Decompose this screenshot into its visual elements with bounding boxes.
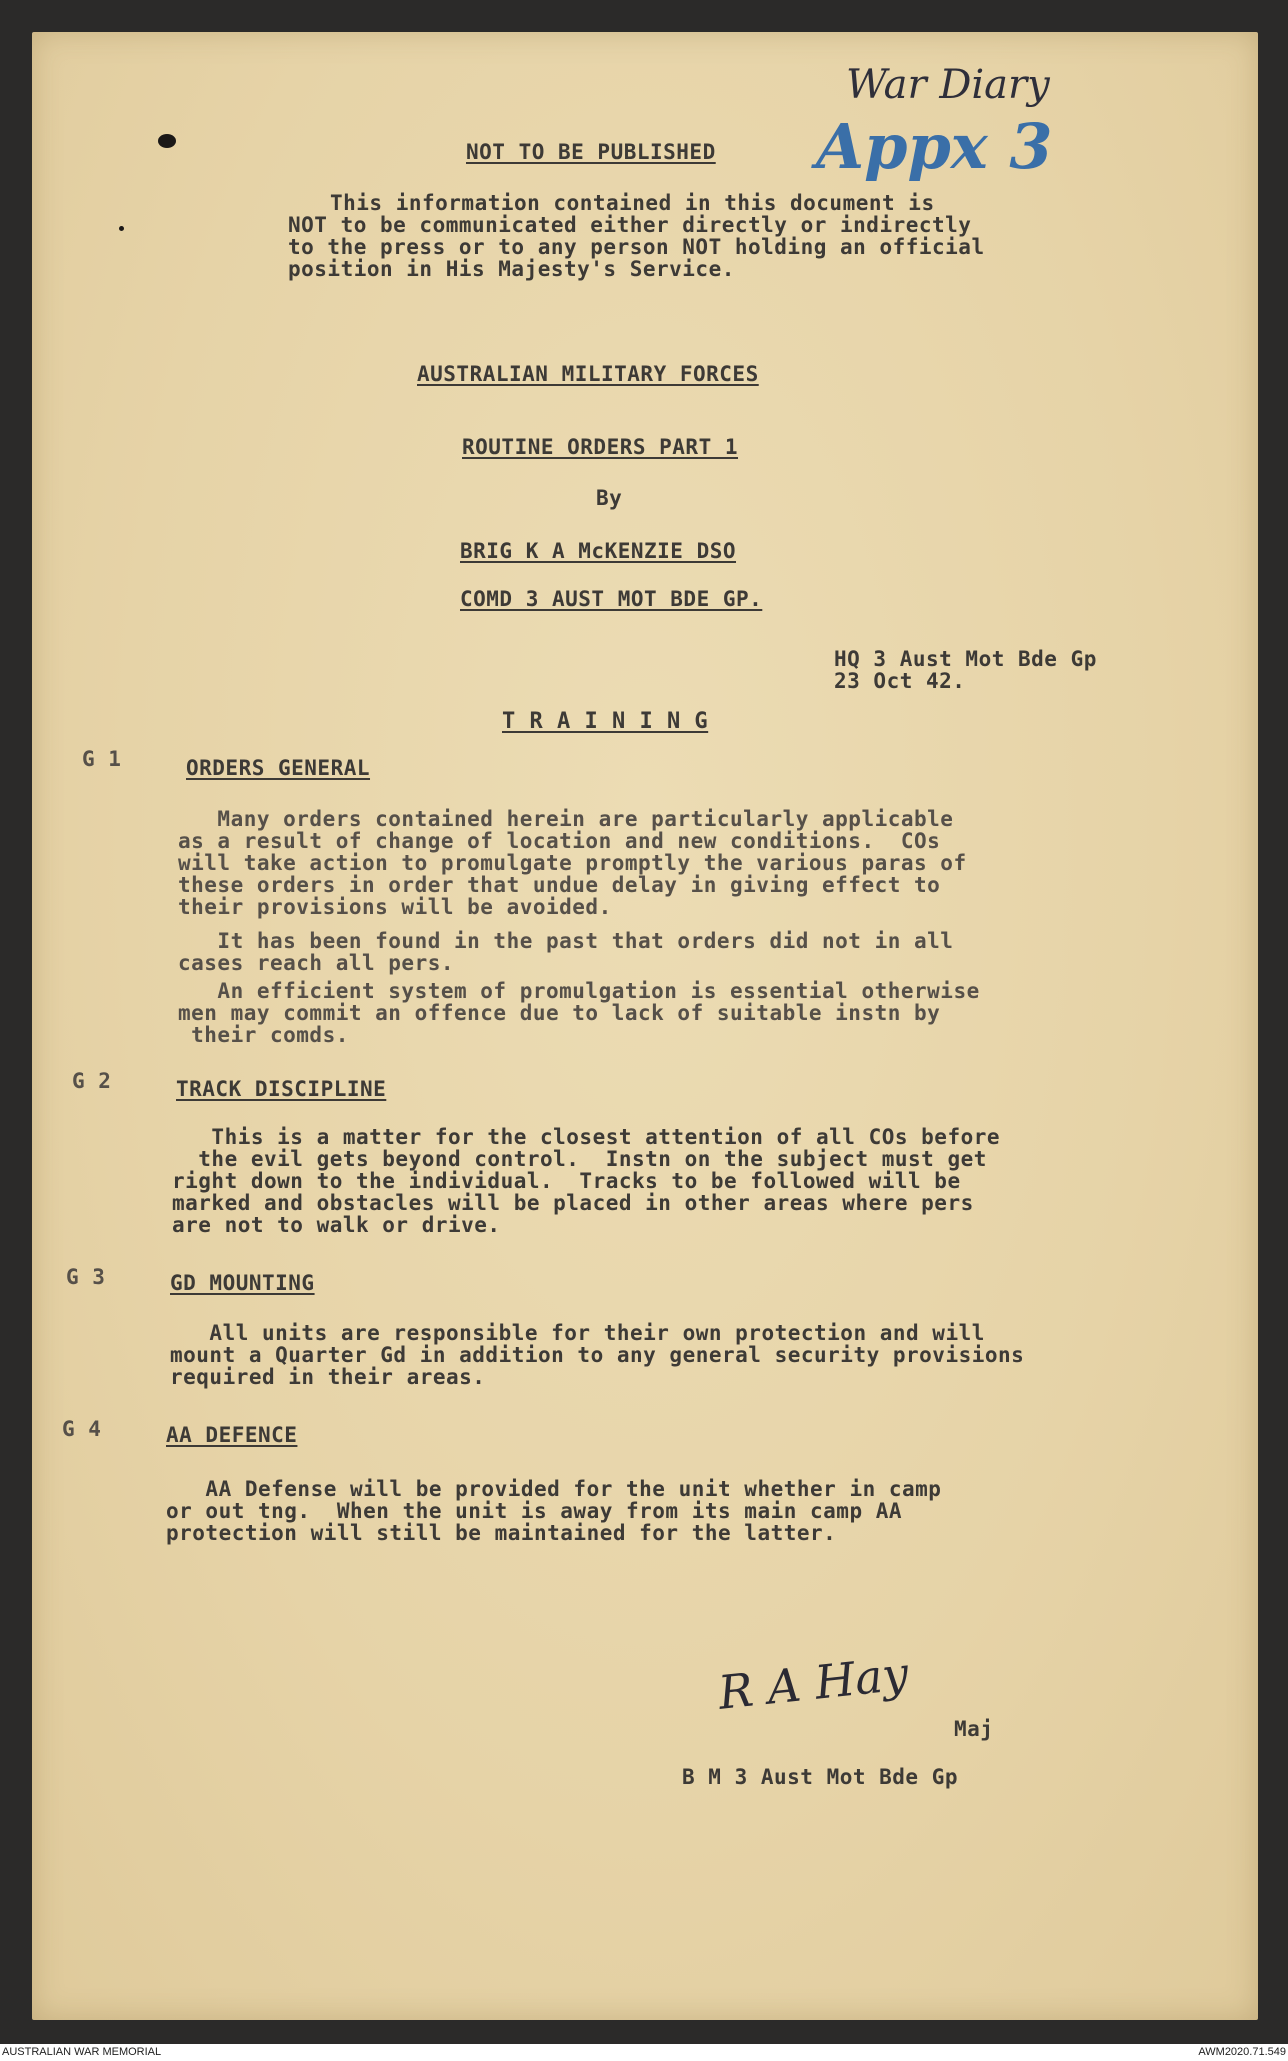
order-number: G 3 (66, 1265, 106, 1289)
order-title: TRACK DISCIPLINE (176, 1077, 387, 1101)
order-body-line: An efficient system of promulgation is essential otherwise (178, 979, 980, 1003)
footer-accession-number: AWM2020.71.549 (1198, 2046, 1286, 2058)
restriction-line-3: to the press or to any person NOT holding an official (288, 235, 985, 259)
date-line: 23 Oct 42. (834, 669, 966, 693)
order-number: G 2 (72, 1069, 112, 1093)
order-title: GD MOUNTING (170, 1271, 315, 1295)
order-body-line: It has been found in the past that orders did not in all (178, 929, 954, 953)
order-title: AA DEFENCE (166, 1423, 298, 1447)
restriction-line-2: NOT to be communicated either directly or indirectly (288, 213, 972, 237)
order-body-line: Many orders contained herein are particularly applicable (178, 807, 954, 831)
footer-institution: AUSTRALIAN WAR MEMORIAL (2, 2046, 162, 2058)
handwritten-signature: R A Hay (715, 1646, 911, 1720)
order-body-line: required in their areas. (170, 1365, 486, 1389)
order-body-line: the evil gets beyond control. Instn on the subject must get (172, 1147, 987, 1171)
order-body-line: their provisions will be avoided. (178, 895, 612, 919)
order-body-line: will take action to promulgate promptly the various paras of (178, 851, 967, 875)
restriction-line-4: position in His Majesty's Service. (288, 257, 735, 281)
order-body-line: these orders in order that undue delay in giving effect to (178, 873, 941, 897)
command-line: COMD 3 AUST MOT BDE GP. (460, 587, 763, 611)
order-body-line: as a result of change of location and new conditions. COs (178, 829, 941, 853)
signatory-rank: Maj (954, 1717, 994, 1741)
order-body-line: protection will still be maintained for the latter. (166, 1521, 837, 1545)
ink-blot (158, 134, 176, 148)
war-diary-annotation: War Diary (846, 62, 1050, 108)
order-body-line: cases reach all pers. (178, 951, 455, 975)
ink-speck (119, 226, 124, 231)
restriction-title: NOT TO BE PUBLISHED (466, 140, 716, 164)
document-title: ROUTINE ORDERS PART 1 (462, 435, 739, 459)
order-number: G 1 (82, 747, 122, 771)
order-body-line: right down to the individual. Tracks to be followed will be (172, 1169, 961, 1193)
section-heading: T R A I N I N G (502, 709, 709, 734)
org-heading: AUSTRALIAN MILITARY FORCES (417, 362, 759, 386)
order-body-line: marked and obstacles will be placed in other areas where pers (172, 1191, 974, 1215)
order-number: G 4 (62, 1417, 102, 1441)
order-body-line: men may commit an offence due to lack of suitable instn by (178, 1001, 941, 1025)
order-body-line: or out tng. When the unit is away from its main camp AA (166, 1499, 903, 1523)
order-body-line: mount a Quarter Gd in addition to any general security provisions (170, 1343, 1025, 1367)
signatory-appointment: B M 3 Aust Mot Bde Gp (682, 1765, 959, 1789)
order-body-line: their comds. (178, 1023, 349, 1047)
hq-line: HQ 3 Aust Mot Bde Gp (834, 647, 1097, 671)
order-body-line: are not to walk or drive. (172, 1213, 501, 1237)
restriction-line-1: This information contained in this document is (330, 191, 935, 215)
appendix-annotation: Appx 3 (816, 110, 1053, 183)
order-title: ORDERS GENERAL (186, 756, 371, 780)
order-body-line: This is a matter for the closest attention of all COs before (172, 1125, 1001, 1149)
by-line: By (596, 486, 623, 510)
order-body-line: AA Defense will be provided for the unit whether in camp (166, 1477, 942, 1501)
commander-name: BRIG K A McKENZIE DSO (460, 539, 737, 563)
order-body-line: All units are responsible for their own protection and will (170, 1321, 985, 1345)
